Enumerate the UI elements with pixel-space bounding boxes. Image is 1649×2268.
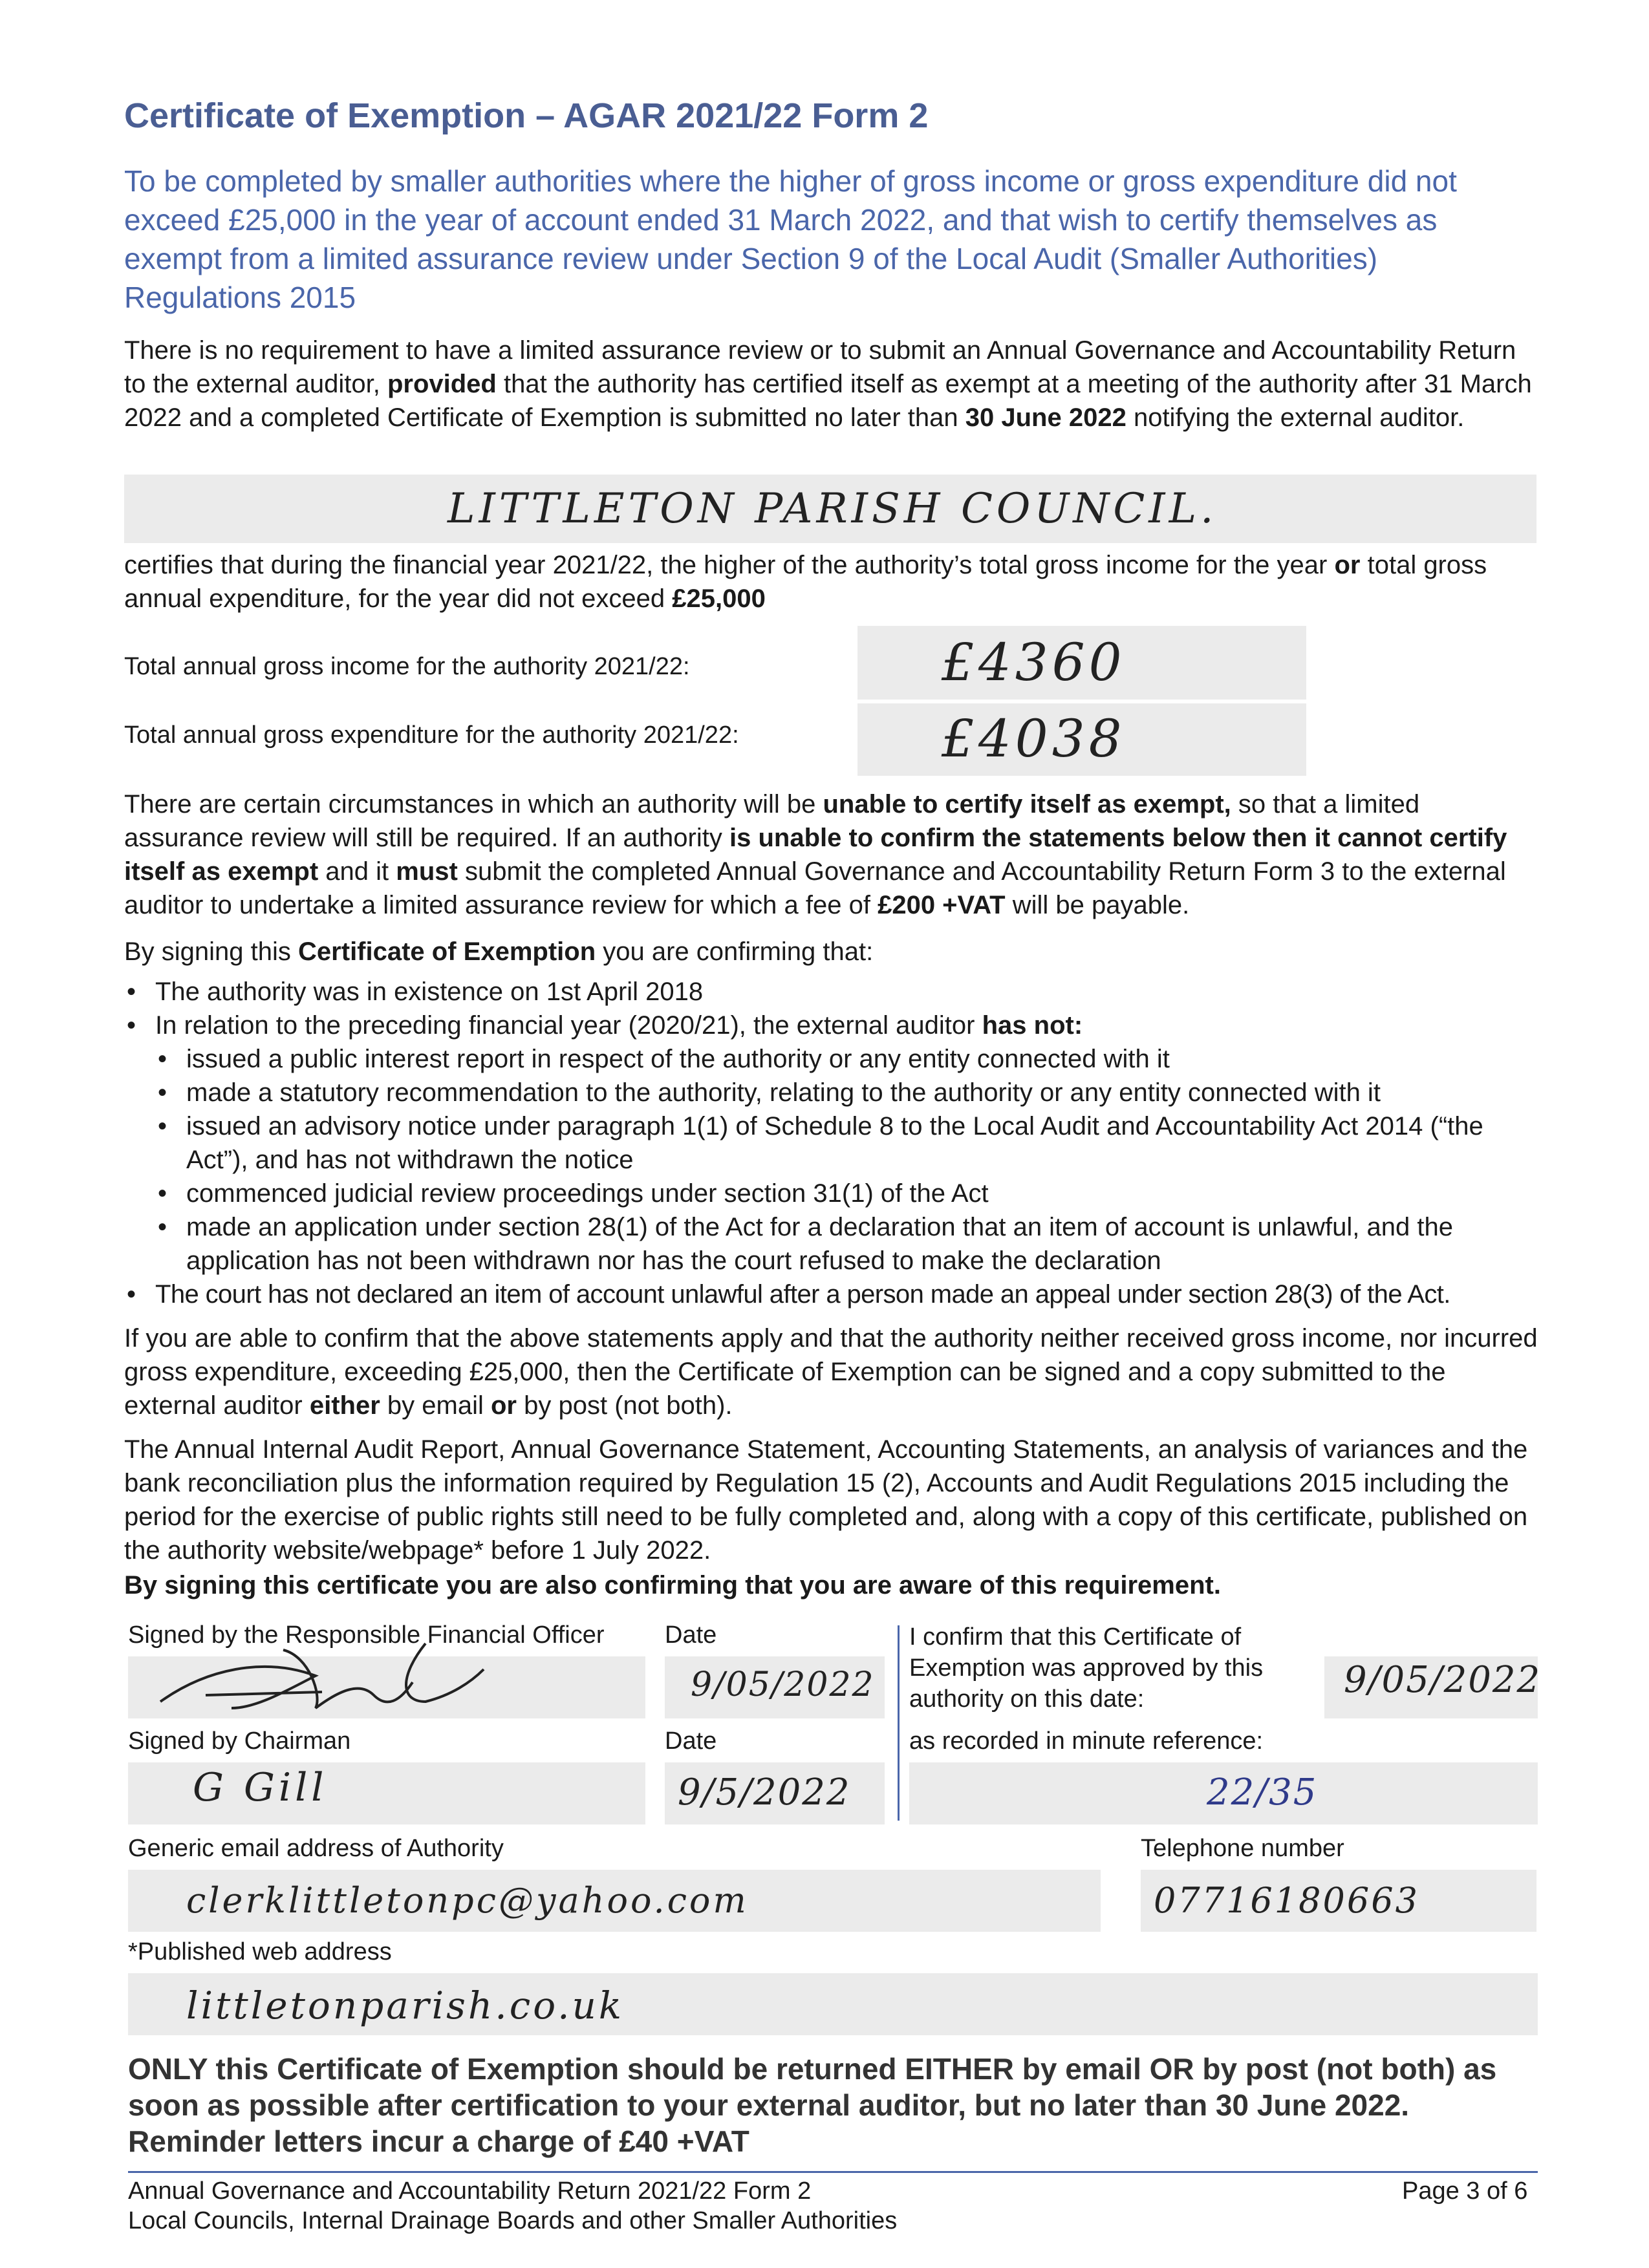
income-field[interactable] xyxy=(857,626,1306,700)
requirement-deadline: 30 June 2022 xyxy=(965,403,1126,432)
circumstances-part: and it xyxy=(325,857,389,886)
email-label: Generic email address of Authority xyxy=(128,1835,504,1862)
able-bold: either xyxy=(309,1391,380,1420)
aware-text: By signing this certificate you are also confirming that you are aware of this requirement. xyxy=(124,1571,1221,1599)
expenditure-field[interactable] xyxy=(857,703,1306,776)
footer-line-2: Local Councils, Internal Drainage Boards and other Smaller Authorities xyxy=(128,2207,898,2234)
certifies-part: total gross annual expenditure, for the year did not exceed xyxy=(124,551,1487,613)
chairman-signature: G Gill xyxy=(193,1765,328,1810)
income-label: Total annual gross income for the authority 2021/22: xyxy=(124,653,690,680)
annual-text: The Annual Internal Audit Report, Annual Governance Statement, Accounting Statements, an analysis of variances and the bank reconciliation plus the information required by Regulation 15 (2), Accounts and Audit Regulations 2015 including the period for the exercise of public rights still need to be fully completed and, along with a copy of this certificate, published on the authority website/webpage* before 1 July 2022. xyxy=(124,1435,1528,1565)
circumstances-must: must xyxy=(396,857,458,886)
circumstances-bold: unable to certify itself as exempt, xyxy=(823,790,1231,818)
authority-name-handwritten: LITTLETON PARISH COUNCIL. xyxy=(447,485,1218,533)
rfo-signature-label: Signed by the Responsible Financial Officer xyxy=(128,1621,605,1649)
rfo-signature xyxy=(154,1631,490,1728)
signature-divider xyxy=(898,1625,900,1821)
able-part: If you are able to confirm that the above statements apply and that the authority neither received gross income, nor incurred gross expenditure, exceeding £25,000, then the Certificate of Exemption can be signed and a copy submitted to the external auditor xyxy=(124,1324,1538,1420)
requirement-part: notifying the external auditor. xyxy=(1133,403,1465,432)
list-item-bold: has not: xyxy=(982,1011,1083,1040)
requirement-provided: provided xyxy=(387,370,497,398)
able-part: by email xyxy=(387,1391,484,1420)
list-item-text: issued an advisory notice under paragraph 1(1) of Schedule 8 to the Local Audit and Accountability Act 2014 (“the Act”), and has not withdrawn the notice xyxy=(186,1112,1483,1174)
list-item xyxy=(124,1278,1540,1311)
able-part: by post (not both). xyxy=(524,1391,733,1420)
confirm-approval-text: I confirm that this Certificate of Exemption was approved by this authority on this date: xyxy=(909,1623,1264,1713)
intro-text: To be completed by smaller authorities where the higher of gross income or gross expenditure did not exceed £25,000 in the year of account ended 31 March 2022, and that wish to certify themselves as exempt from a limited assurance review under Section 9 of the Local Audit (Smaller Authorities) Regulations 2015 xyxy=(124,164,1457,314)
web-field[interactable] xyxy=(128,1973,1538,2035)
circumstances-text xyxy=(124,787,1540,922)
circumstances-part: submit the completed Annual Governance and Accountability Return Form 3 to the external auditor to undertake a limited assurance review for which a fee of xyxy=(124,857,1506,919)
list-item-text: In relation to the preceding financial year (2020/21), the external auditor xyxy=(155,1011,975,1040)
rfo-date-value: 9/05/2022 xyxy=(691,1665,875,1704)
list-item-text: The court has not declared an item of account unlawful after a person made an appeal under section 28(3) of the Act. xyxy=(155,1280,1450,1309)
phone-field[interactable] xyxy=(1141,1870,1536,1932)
web-label: *Published web address xyxy=(128,1938,392,1965)
footer-rule xyxy=(128,2171,1538,2173)
web-value: littletonparish.co.uk xyxy=(186,1984,625,2027)
page-title: Certificate of Exemption – AGAR 2021/22 Form 2 xyxy=(124,96,929,135)
able-text xyxy=(124,1321,1540,1422)
requirement-part: that the authority has certified itself as exempt at a meeting of the authority after 31 March 2022 and a completed Certificate of Exemption is submitted no later than xyxy=(124,370,1532,432)
requirement-part: There is no requirement to have a limited assurance review or to submit an Annual Governance and Accountability Return to the external auditor, xyxy=(124,336,1516,398)
list-item xyxy=(124,1109,1540,1177)
chairman-signature-field[interactable] xyxy=(128,1762,645,1824)
minute-reference-value: 22/35 xyxy=(1207,1771,1318,1813)
approval-date-field[interactable] xyxy=(1324,1656,1542,1718)
certifies-or: or xyxy=(1334,551,1361,579)
email-value: clerklittletonpc@yahoo.com xyxy=(186,1880,749,1921)
chairman-signature-label: Signed by Chairman xyxy=(128,1728,351,1755)
circumstances-part: will be payable. xyxy=(1012,891,1190,919)
rfo-date-label: Date xyxy=(665,1621,717,1649)
list-item xyxy=(124,1009,1540,1042)
confirming-text xyxy=(124,935,1540,968)
phone-value: 07716180663 xyxy=(1154,1880,1419,1921)
list-item xyxy=(124,1177,1540,1210)
circumstances-fee: £200 +VAT xyxy=(878,891,1006,919)
requirement-text xyxy=(124,334,1534,434)
list-item xyxy=(124,1076,1540,1109)
list-item xyxy=(124,975,1540,1009)
phone-label: Telephone number xyxy=(1141,1835,1344,1862)
authority-name-field[interactable] xyxy=(124,475,1536,543)
chairman-date-label: Date xyxy=(665,1728,717,1755)
return-instruction: ONLY this Certificate of Exemption should be returned EITHER by email OR by post (not both) as soon as possible after certification to your external auditor, but no later than 30 June 2022. Reminder letters incur a charge of £40 +VAT xyxy=(128,2052,1497,2158)
certifies-part: certifies that during the financial year 2021/22, the higher of the authority’s total gross income for the year xyxy=(124,551,1328,579)
chairman-date-field[interactable] xyxy=(665,1762,885,1824)
circumstances-part: so that a limited assurance review will still be required. If an authority xyxy=(124,790,1420,852)
circumstances-bold: is unable to confirm the statements below then it cannot certify itself as exempt xyxy=(124,824,1507,886)
list-item xyxy=(124,1210,1540,1278)
minute-reference-field[interactable] xyxy=(909,1762,1538,1824)
list-item-text: issued a public interest report in respect of the authority or any entity connected with it xyxy=(186,1045,1170,1073)
list-item-text: made an application under section 28(1) of the Act for a declaration that an item of account is unlawful, and the application has not been withdrawn nor has the court refused to make the declaration xyxy=(186,1213,1453,1275)
list-item-text: made a statutory recommendation to the authority, relating to the authority or any entity connected with it xyxy=(186,1078,1381,1107)
footer-text xyxy=(128,2176,897,2236)
certifies-threshold: £25,000 xyxy=(672,584,766,613)
able-bold: or xyxy=(491,1391,517,1420)
chairman-date-value: 9/5/2022 xyxy=(678,1771,851,1813)
confirming-part: By signing this xyxy=(124,937,291,966)
page-number: Page 3 of 6 xyxy=(1402,2177,1528,2205)
certifies-text xyxy=(124,548,1534,615)
footer-line-1: Annual Governance and Accountability Return 2021/22 Form 2 xyxy=(128,2177,812,2205)
expenditure-label: Total annual gross expenditure for the authority 2021/22: xyxy=(124,722,739,749)
income-value: £4360 xyxy=(942,632,1126,692)
rfo-signature-field[interactable] xyxy=(128,1656,645,1718)
rfo-date-field[interactable] xyxy=(665,1656,885,1718)
approval-date-value: 9/05/2022 xyxy=(1344,1659,1542,1701)
statements-list xyxy=(124,975,1540,1311)
confirming-part: you are confirming that: xyxy=(603,937,874,966)
circumstances-part: There are certain circumstances in which an authority will be xyxy=(124,790,816,818)
minute-reference-label: as recorded in minute reference: xyxy=(909,1728,1264,1755)
list-item-text: The authority was in existence on 1st April 2018 xyxy=(155,978,704,1006)
list-item xyxy=(124,1042,1540,1076)
list-item-text: commenced judicial review proceedings under section 31(1) of the Act xyxy=(186,1179,989,1208)
expenditure-value: £4038 xyxy=(942,709,1126,769)
confirming-bold: Certificate of Exemption xyxy=(298,937,596,966)
email-field[interactable] xyxy=(128,1870,1101,1932)
